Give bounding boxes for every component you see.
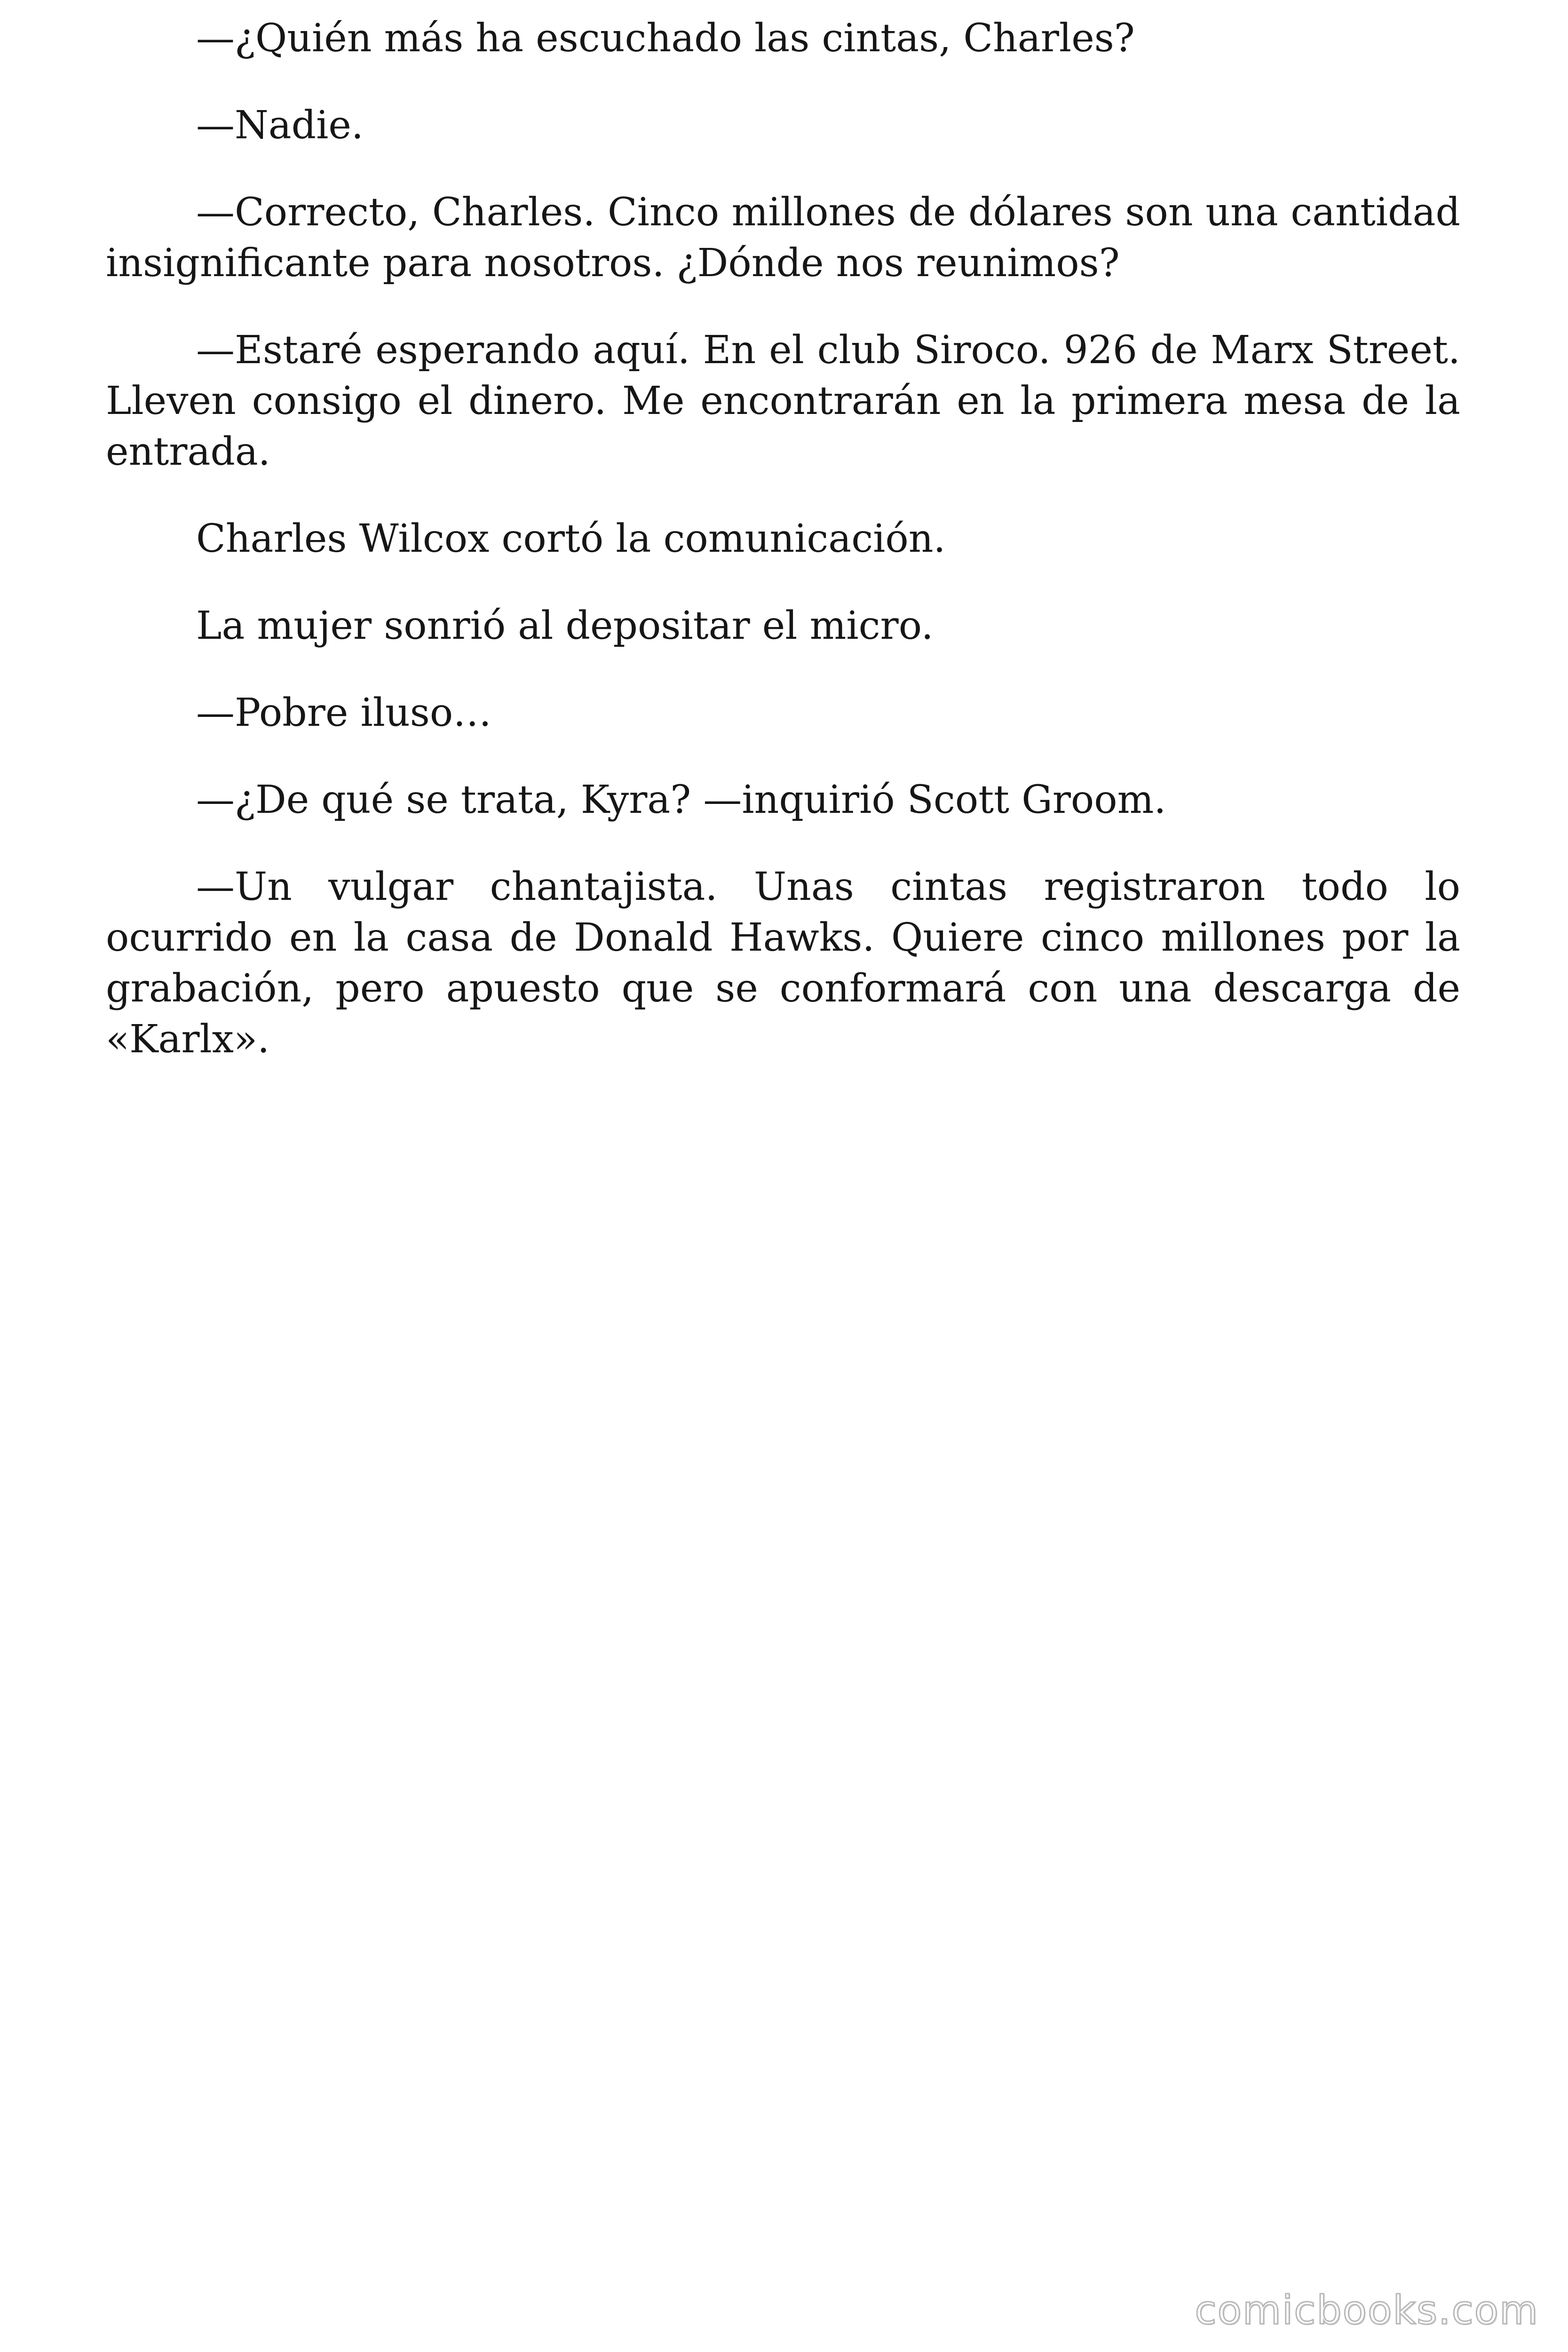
paragraph-9: —Un vulgar chantajista. Unas cintas registraron todo lo ocurrido en la casa de Donald Hawks. Quiere cinco millones por la grabación, pero apuesto que se conformará con una descarga de «Karlx». (106, 865, 1460, 1062)
paragraph-2: —Nadie. (196, 103, 364, 148)
watermark-logo: comicbooks.com (1195, 2287, 1539, 2333)
paragraph-4: —Estaré esperando aquí. En el club Siroco. 926 de Marx Street. Lleven consigo el dinero. Me encontrarán en la primera mesa de la entrada. (106, 328, 1460, 474)
paragraph-5: Charles Wilcox cortó la comunicación. (196, 516, 946, 561)
page-text (106, 13, 1460, 1101)
paragraph-1: —¿Quién más ha escuchado las cintas, Charles? (196, 16, 1135, 61)
paragraph-8: —¿De qué se trata, Kyra? —inquirió Scott Groom. (196, 778, 1166, 822)
paragraph-3: —Correcto, Charles. Cinco millones de dólares son una cantidad insignificante para nosotros. ¿Dónde nos reunimos? (106, 190, 1460, 286)
paragraph-7: —Pobre iluso… (196, 691, 492, 735)
paragraph-6: La mujer sonrió al depositar el micro. (196, 604, 934, 648)
